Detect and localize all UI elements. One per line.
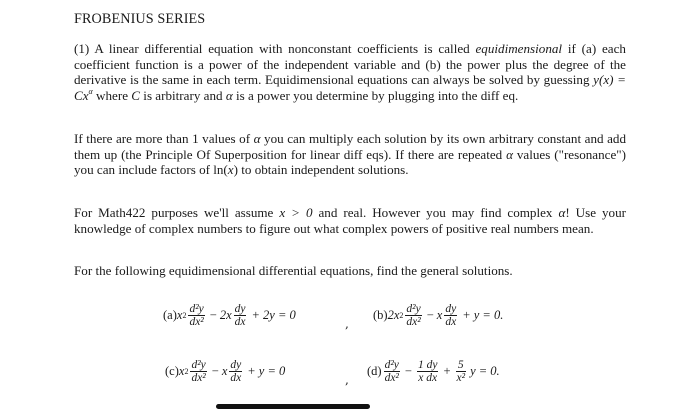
equation-separator: , (345, 317, 349, 331)
paragraph-superposition: If there are more than 1 values of α you can multiply each solution by its own arbitrary constant and add them up (the Principle Of Superposition for linear diff eqs). If there are repeated α values ("resonance") you can include factors of ln(x) to obtain independent solutions. (74, 131, 626, 178)
guess-formula: $y(x) = Cx^\alpha$ (74, 72, 627, 103)
paragraph-instruction: For the following equidimensional differential equations, find the general solutions. (74, 263, 513, 278)
equation-separator: , (345, 373, 349, 387)
page-title: FROBENIUS SERIES (74, 11, 206, 27)
home-indicator-bar[interactable] (216, 404, 370, 409)
term-equidimensional: equidimensional (475, 41, 563, 56)
equation-d: (d) $\frac{\text{d²y}}{\text{dx²}}$ − $\frac{1 dy}{\text{x dx}}$ + $\frac{5}{\text{x²}}$ y = 0. (367, 359, 500, 384)
equation-c: (c) x 2 $\frac{\text{d²y}}{\text{dx²}}$ − x $\frac{dy}{dx}$ + y = 0 (165, 359, 286, 384)
paragraph-complex: For Math422 purposes we'll assume x > 0 and real. However you may find complex α! Use your knowledge of complex numbers to figure out what complex powers of positive real numbers mean. (74, 205, 627, 236)
equation-a: (a) x 2 $\frac{\text{d²y}}{\text{dx²}}$ − 2x $\frac{dy}{dx}$ + 2y = 0 (163, 303, 296, 328)
equation-b: (b) 2x 2 $\frac{\text{d²y}}{\text{dx²}}$ − x $\frac{dy}{dx}$ + y = 0. (373, 303, 504, 328)
paragraph-definition: (1) A linear differential equation with nonconstant coefficients is called equidimensional if (a) each coefficient function is a power of the independent variable and (b) the power plus the degree of the derivative is the same in each term. Equidimensional equations can always be solved by guessing $y(x) = Cx^\alpha$ where C is arbitrary and α is a power you determine by plugging into the diff eq. (74, 41, 627, 103)
